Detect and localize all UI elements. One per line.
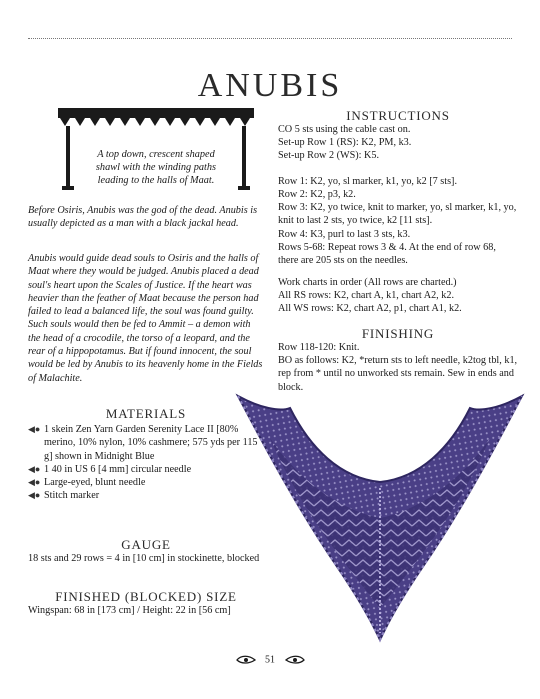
setup-line-3: Set-up Row 2 (WS): K5. xyxy=(278,150,380,161)
lore-paragraph-2: Anubis would guide dead souls to Osiris and the halls of Maat where they would be judged. Anubis placed a dead soul's heart upon the Scales of Justice. If the heart was heavier than the feather of Maat because the person had failed to lead a balanced life, the soul was found guilty. Such souls would then be fed to Ammit – a demon with the head of a crocodile, the torso of a leopard, and the rear of a hippopotamus. But if found innocent, the soul would be led by Anubis to its heavenly home in the Fields of Malachite. xyxy=(28,253,263,384)
intro-text: A top down, crescent shaped shawl with the winding paths leading to the halls of Maat. xyxy=(95,149,217,187)
row-3: Row 3: K2, yo twice, knit to marker, yo, sl marker, k1, yo, knit to last 2 sts, yo twice, k2 [11 sts]. xyxy=(278,202,517,227)
list-item: ◀● 1 skein Zen Yarn Garden Serenity Lace II [80% merino, 10% nylon, 10% cashmere; 575 yds per 115 g] shown in Midnight Blue xyxy=(28,424,258,462)
materials-heading: MATERIALS xyxy=(105,406,187,421)
eye-bullet-icon: ◀● xyxy=(28,463,41,474)
gauge-heading: GAUGE xyxy=(121,537,171,552)
setup-line-2: Set-up Row 1 (RS): K2, PM, k3. xyxy=(278,137,412,148)
eye-of-horus-right-icon xyxy=(284,654,306,666)
finished-size-text: Wingspan: 68 in [173 cm] / Height: 22 in [56 cm] xyxy=(28,605,231,616)
list-item: ◀● 1 40 in US 6 [4 mm] circular needle xyxy=(28,463,192,475)
list-item: ◀● Large-eyed, blunt needle xyxy=(28,477,146,489)
rows-5-68: Rows 5-68: Repeat rows 3 & 4. At the end of row 68, there are 205 sts on the needles. xyxy=(278,242,496,267)
shawl-photo xyxy=(230,378,530,648)
eye-of-horus-left-icon xyxy=(235,654,257,666)
row-2: Row 2: K2, p3, k2. xyxy=(278,189,356,200)
eye-bullet-icon: ◀● xyxy=(28,424,41,434)
gauge-text: 18 sts and 29 rows = 4 in [10 cm] in stockinette, blocked xyxy=(28,553,260,564)
page-number: 51 xyxy=(265,654,275,666)
finishing-heading: FINISHING xyxy=(361,326,435,341)
page-footer xyxy=(0,654,540,666)
finishing-line-1: Row 118-120: Knit. xyxy=(278,342,360,353)
charts-line-1: Work charts in order (All rows are charted.) xyxy=(278,277,457,288)
page-title: ANUBIS xyxy=(197,66,343,104)
finishing-line-2: BO as follows: K2, *return sts to left needle, k2tog tbl, k1, rep from * until no unworked sts remain. Sew in ends and block. xyxy=(278,355,518,393)
finished-size-heading: FINISHED (BLOCKED) SIZE xyxy=(55,589,237,604)
instructions-heading: INSTRUCTIONS xyxy=(346,108,450,123)
lore-paragraph-1: Before Osiris, Anubis was the god of the dead. Anubis is usually depicted as a man with a black jackal head. xyxy=(28,205,258,230)
setup-line-1: CO 5 sts using the cable cast on. xyxy=(278,124,411,135)
intro-box xyxy=(58,108,254,192)
charts-line-3: All WS rows: K2, chart A2, p1, chart A1, k2. xyxy=(278,303,462,314)
row-1: Row 1: K2, yo, sl marker, k1, yo, k2 [7 sts]. xyxy=(278,176,457,187)
row-4: Row 4: K3, purl to last 3 sts, k3. xyxy=(278,229,411,240)
top-rule xyxy=(28,38,512,39)
charts-line-2: All RS rows: K2, chart A, k1, chart A2, k2. xyxy=(278,290,455,301)
eye-bullet-icon: ◀● xyxy=(28,490,41,501)
eye-bullet-icon: ◀● xyxy=(28,477,41,488)
list-item: ◀● Stitch marker xyxy=(28,490,100,502)
